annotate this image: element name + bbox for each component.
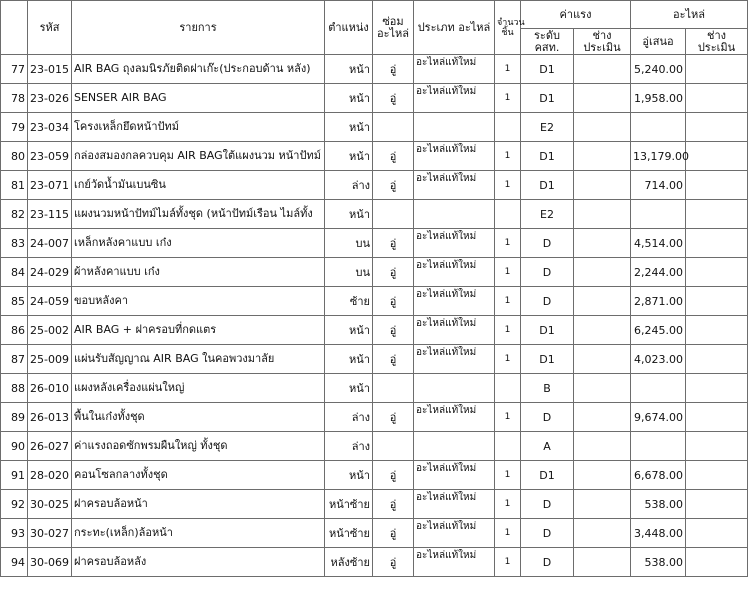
- header-quantity: จำนวน ชิ้น: [495, 1, 521, 55]
- parts-mechanic-estimate: [686, 432, 748, 461]
- labor-level: D1: [521, 84, 574, 113]
- labor-mechanic-estimate: [574, 519, 631, 548]
- parts-mechanic-estimate: [686, 229, 748, 258]
- parts-type: อะไหล่แท้ใหม่: [414, 258, 495, 287]
- item-position: หน้าซ้าย: [325, 519, 373, 548]
- repair-location: อู่: [373, 258, 414, 287]
- parts-mechanic-estimate: [686, 287, 748, 316]
- item-position: หน้า: [325, 374, 373, 403]
- item-code: 30-027: [28, 519, 72, 548]
- parts-offer-price: 5,240.00: [631, 55, 686, 84]
- item-description: แผงนวมหน้าปัทม์ไมล์ทั้งชุด (หน้าปัทม์เรือน ไมล์ทั้ง: [72, 200, 325, 229]
- item-description: พื้นในเก๋งทั้งชุด: [72, 403, 325, 432]
- item-position: หน้า: [325, 316, 373, 345]
- parts-offer-price: [631, 113, 686, 142]
- repair-location: อู่: [373, 55, 414, 84]
- labor-mechanic-estimate: [574, 403, 631, 432]
- item-quantity: 1: [495, 287, 521, 316]
- labor-mechanic-estimate: [574, 287, 631, 316]
- item-code: 24-059: [28, 287, 72, 316]
- item-code: 23-026: [28, 84, 72, 113]
- labor-level: B: [521, 374, 574, 403]
- item-quantity: 1: [495, 84, 521, 113]
- item-description: โครงเหล็กยึดหน้าปัทม์: [72, 113, 325, 142]
- table-row: [1, 171, 748, 200]
- parts-offer-price: 538.00: [631, 490, 686, 519]
- table-row: [1, 548, 748, 577]
- parts-mechanic-estimate: [686, 55, 748, 84]
- parts-offer-price: [631, 432, 686, 461]
- item-description: กระทะ(เหล็ก)ล้อหน้า: [72, 519, 325, 548]
- parts-type: อะไหล่แท้ใหม่: [414, 316, 495, 345]
- labor-mechanic-estimate: [574, 229, 631, 258]
- table-row: [1, 84, 748, 113]
- item-position: ล่าง: [325, 171, 373, 200]
- labor-level: D1: [521, 171, 574, 200]
- repair-location: อู่: [373, 548, 414, 577]
- parts-offer-price: 4,023.00: [631, 345, 686, 374]
- row-number: 78: [1, 84, 28, 113]
- row-number: 90: [1, 432, 28, 461]
- item-description: ผ้าหลังคาแบบ เก๋ง: [72, 258, 325, 287]
- item-quantity: 1: [495, 461, 521, 490]
- parts-mechanic-estimate: [686, 171, 748, 200]
- labor-level: A: [521, 432, 574, 461]
- item-quantity: 1: [495, 229, 521, 258]
- labor-level: D: [521, 403, 574, 432]
- item-description: ขอบหลังคา: [72, 287, 325, 316]
- item-position: หน้าซ้าย: [325, 490, 373, 519]
- parts-offer-price: [631, 374, 686, 403]
- parts-offer-price: 3,448.00: [631, 519, 686, 548]
- item-code: 28-020: [28, 461, 72, 490]
- item-position: บน: [325, 258, 373, 287]
- item-position: หน้า: [325, 461, 373, 490]
- header-parts: อะไหล่: [631, 1, 748, 29]
- row-number: 86: [1, 316, 28, 345]
- header-parts-type: ประเภท อะไหล่: [414, 1, 495, 55]
- item-quantity: 1: [495, 316, 521, 345]
- parts-type: [414, 374, 495, 403]
- item-quantity: 1: [495, 171, 521, 200]
- row-number: 89: [1, 403, 28, 432]
- labor-mechanic-estimate: [574, 345, 631, 374]
- parts-offer-price: 1,958.00: [631, 84, 686, 113]
- item-position: หน้า: [325, 142, 373, 171]
- item-quantity: 1: [495, 258, 521, 287]
- repair-location: อู่: [373, 287, 414, 316]
- header-code: รหัส: [28, 1, 72, 55]
- item-description: เหล็กหลังคาแบบ เก๋ง: [72, 229, 325, 258]
- parts-offer-price: 538.00: [631, 548, 686, 577]
- item-quantity: [495, 374, 521, 403]
- parts-mechanic-estimate: [686, 258, 748, 287]
- item-quantity: 1: [495, 519, 521, 548]
- header-position: ตำแหน่ง: [325, 1, 373, 55]
- header-parts-mechanic: ช่าง ประเมิน: [686, 29, 748, 55]
- repair-location: อู่: [373, 403, 414, 432]
- header-labor-mechanic: ช่าง ประเมิน: [574, 29, 631, 55]
- header-row-number: [1, 1, 28, 55]
- labor-level: E2: [521, 200, 574, 229]
- labor-level: D1: [521, 316, 574, 345]
- repair-location: อู่: [373, 316, 414, 345]
- table-row: [1, 113, 748, 142]
- item-quantity: 1: [495, 142, 521, 171]
- repair-location: [373, 200, 414, 229]
- parts-offer-price: 2,244.00: [631, 258, 686, 287]
- item-description: SENSER AIR BAG: [72, 84, 325, 113]
- labor-mechanic-estimate: [574, 548, 631, 577]
- row-number: 91: [1, 461, 28, 490]
- header-labor-level: ระดับ คสท.: [521, 29, 574, 55]
- table-row: [1, 519, 748, 548]
- parts-offer-price: 13,179.00: [631, 142, 686, 171]
- item-quantity: 1: [495, 548, 521, 577]
- item-description: กล่องสมองกลควบคุม AIR BAGใต้แผงนวม หน้าปัทม์: [72, 142, 325, 171]
- labor-mechanic-estimate: [574, 461, 631, 490]
- table-row: [1, 287, 748, 316]
- labor-level: D: [521, 490, 574, 519]
- labor-mechanic-estimate: [574, 490, 631, 519]
- parts-type: [414, 113, 495, 142]
- item-description: ค่าแรงถอดซักพรมผืนใหญ่ ทั้งชุด: [72, 432, 325, 461]
- repair-location: อู่: [373, 490, 414, 519]
- parts-offer-price: 6,678.00: [631, 461, 686, 490]
- item-description: แผงหลังเครื่องแผ่นใหญ่: [72, 374, 325, 403]
- item-code: 23-015: [28, 55, 72, 84]
- repair-location: อู่: [373, 84, 414, 113]
- labor-mechanic-estimate: [574, 142, 631, 171]
- labor-level: D: [521, 548, 574, 577]
- parts-offer-price: [631, 200, 686, 229]
- parts-mechanic-estimate: [686, 548, 748, 577]
- parts-mechanic-estimate: [686, 113, 748, 142]
- item-quantity: 1: [495, 403, 521, 432]
- repair-location: [373, 432, 414, 461]
- table-row: [1, 142, 748, 171]
- item-description: ฝาครอบล้อหลัง: [72, 548, 325, 577]
- parts-mechanic-estimate: [686, 316, 748, 345]
- parts-mechanic-estimate: [686, 490, 748, 519]
- item-position: ซ้าย: [325, 287, 373, 316]
- item-code: 26-027: [28, 432, 72, 461]
- labor-level: D1: [521, 55, 574, 84]
- table-row: [1, 403, 748, 432]
- item-description: ฝาครอบล้อหน้า: [72, 490, 325, 519]
- table-row: [1, 200, 748, 229]
- parts-offer-price: 6,245.00: [631, 316, 686, 345]
- item-description: คอนโซลกลางทั้งชุด: [72, 461, 325, 490]
- labor-mechanic-estimate: [574, 258, 631, 287]
- item-code: 24-029: [28, 258, 72, 287]
- item-code: 26-013: [28, 403, 72, 432]
- parts-offer-price: 9,674.00: [631, 403, 686, 432]
- repair-location: อู่: [373, 171, 414, 200]
- item-description: AIR BAG + ฝาครอบที่กดแตร: [72, 316, 325, 345]
- parts-offer-price: 714.00: [631, 171, 686, 200]
- row-number: 88: [1, 374, 28, 403]
- parts-type: อะไหล่แท้ใหม่: [414, 345, 495, 374]
- item-quantity: 1: [495, 55, 521, 84]
- item-code: 26-010: [28, 374, 72, 403]
- labor-level: D: [521, 258, 574, 287]
- header-item: รายการ: [72, 1, 325, 55]
- item-quantity: 1: [495, 345, 521, 374]
- row-number: 85: [1, 287, 28, 316]
- labor-level: D: [521, 287, 574, 316]
- parts-type: อะไหล่แท้ใหม่: [414, 55, 495, 84]
- row-number: 92: [1, 490, 28, 519]
- parts-offer-price: 4,514.00: [631, 229, 686, 258]
- table-row: [1, 461, 748, 490]
- item-position: หน้า: [325, 200, 373, 229]
- item-code: 23-034: [28, 113, 72, 142]
- labor-level: D1: [521, 142, 574, 171]
- parts-type: อะไหล่แท้ใหม่: [414, 171, 495, 200]
- row-number: 93: [1, 519, 28, 548]
- parts-type: อะไหล่แท้ใหม่: [414, 84, 495, 113]
- item-position: หน้า: [325, 113, 373, 142]
- table-row: [1, 490, 748, 519]
- item-code: 25-002: [28, 316, 72, 345]
- item-description: เกย์วัดน้ำมันเบนซิน: [72, 171, 325, 200]
- parts-mechanic-estimate: [686, 142, 748, 171]
- parts-type: อะไหล่แท้ใหม่: [414, 548, 495, 577]
- parts-mechanic-estimate: [686, 403, 748, 432]
- labor-level: E2: [521, 113, 574, 142]
- row-number: 94: [1, 548, 28, 577]
- labor-level: D1: [521, 461, 574, 490]
- labor-mechanic-estimate: [574, 316, 631, 345]
- item-position: หน้า: [325, 84, 373, 113]
- parts-mechanic-estimate: [686, 461, 748, 490]
- item-quantity: [495, 432, 521, 461]
- item-code: 24-007: [28, 229, 72, 258]
- item-code: 23-115: [28, 200, 72, 229]
- repair-location: [373, 374, 414, 403]
- repair-location: อู่: [373, 345, 414, 374]
- labor-level: D: [521, 229, 574, 258]
- table-row: [1, 432, 748, 461]
- repair-location: อู่: [373, 229, 414, 258]
- parts-mechanic-estimate: [686, 200, 748, 229]
- row-number: 81: [1, 171, 28, 200]
- parts-type: อะไหล่แท้ใหม่: [414, 229, 495, 258]
- labor-mechanic-estimate: [574, 171, 631, 200]
- table-row: [1, 345, 748, 374]
- item-position: บน: [325, 229, 373, 258]
- item-code: 23-071: [28, 171, 72, 200]
- row-number: 79: [1, 113, 28, 142]
- item-quantity: [495, 113, 521, 142]
- item-position: หลังซ้าย: [325, 548, 373, 577]
- parts-type: อะไหล่แท้ใหม่: [414, 142, 495, 171]
- row-number: 87: [1, 345, 28, 374]
- row-number: 83: [1, 229, 28, 258]
- item-description: แผ่นรับสัญญาณ AIR BAG ในคอพวงมาลัย: [72, 345, 325, 374]
- item-position: ล่าง: [325, 432, 373, 461]
- header-repair: ซ่อม อะไหล่: [373, 1, 414, 55]
- labor-mechanic-estimate: [574, 200, 631, 229]
- parts-type: อะไหล่แท้ใหม่: [414, 403, 495, 432]
- parts-type: [414, 432, 495, 461]
- item-quantity: 1: [495, 490, 521, 519]
- item-code: 25-009: [28, 345, 72, 374]
- labor-level: D: [521, 519, 574, 548]
- repair-location: [373, 113, 414, 142]
- item-position: ล่าง: [325, 403, 373, 432]
- item-position: หน้า: [325, 345, 373, 374]
- row-number: 84: [1, 258, 28, 287]
- row-number: 77: [1, 55, 28, 84]
- parts-mechanic-estimate: [686, 345, 748, 374]
- parts-mechanic-estimate: [686, 374, 748, 403]
- item-quantity: [495, 200, 521, 229]
- parts-type: อะไหล่แท้ใหม่: [414, 287, 495, 316]
- table-row: [1, 316, 748, 345]
- table-row: [1, 55, 748, 84]
- parts-type: อะไหล่แท้ใหม่: [414, 461, 495, 490]
- table-row: [1, 258, 748, 287]
- item-position: หน้า: [325, 55, 373, 84]
- parts-offer-price: 2,871.00: [631, 287, 686, 316]
- item-code: 30-069: [28, 548, 72, 577]
- row-number: 82: [1, 200, 28, 229]
- item-code: 23-059: [28, 142, 72, 171]
- labor-mechanic-estimate: [574, 113, 631, 142]
- item-code: 30-025: [28, 490, 72, 519]
- header-labor: ค่าแรง: [521, 1, 631, 29]
- parts-mechanic-estimate: [686, 519, 748, 548]
- labor-level: D1: [521, 345, 574, 374]
- table-row: [1, 374, 748, 403]
- row-number: 80: [1, 142, 28, 171]
- repair-location: อู่: [373, 142, 414, 171]
- repair-location: อู่: [373, 461, 414, 490]
- repair-location: อู่: [373, 519, 414, 548]
- labor-mechanic-estimate: [574, 432, 631, 461]
- table-row: [1, 229, 748, 258]
- parts-type: อะไหล่แท้ใหม่: [414, 490, 495, 519]
- parts-type: [414, 200, 495, 229]
- parts-mechanic-estimate: [686, 84, 748, 113]
- item-description: AIR BAG ถุงลมนิรภัยติดฝาเก๊ะ(ประกอบด้าน หลัง): [72, 55, 325, 84]
- labor-mechanic-estimate: [574, 84, 631, 113]
- parts-type: อะไหล่แท้ใหม่: [414, 519, 495, 548]
- header-parts-offer: อู่เสนอ: [631, 29, 686, 55]
- labor-mechanic-estimate: [574, 55, 631, 84]
- labor-mechanic-estimate: [574, 374, 631, 403]
